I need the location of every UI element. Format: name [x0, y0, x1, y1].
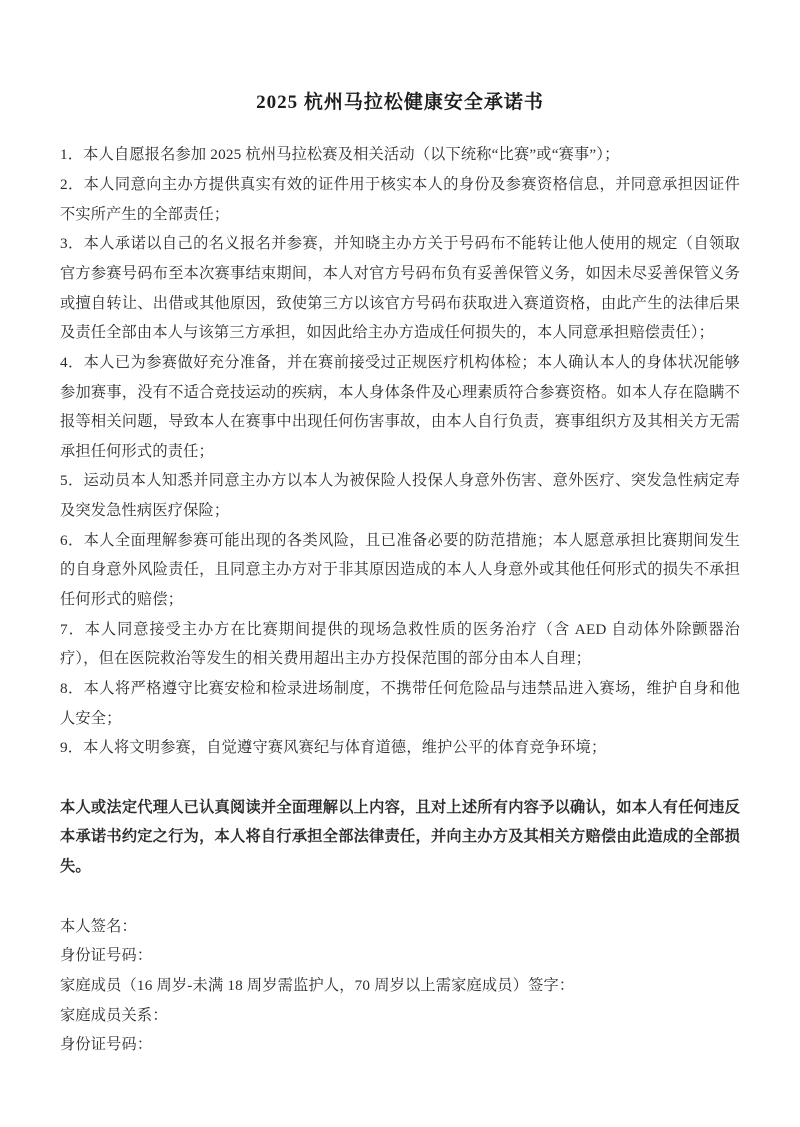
clause-item: 7．本人同意接受主办方在比赛期间提供的现场急救性质的医务治疗（含 AED 自动体外除颤器治疗），但在医院救治等发生的相关费用超出主办方投保范围的部分由本人自理； [60, 620, 740, 668]
clause-item: 3．本人承诺以自己的名义报名并参赛，并知晓主办方关于号码布不能转让他人使用的规定（自领取官方参赛号码布至本次赛事结束期间，本人对官方号码布负有妥善保管义务，如因未尽妥善保管义务或擅自转让、出借或其他原因，致使第三方以该官方号码布获取进入赛道资格，由此产生的法律后果及责任全部由本人与该第三方承担，如因此给主办方造成任何损失的，本人同意承担赔偿责任）； [60, 235, 740, 342]
clause-item: 9．本人将文明参赛，自觉遵守赛风赛纪与体育道德，维护公平的体育竞争环境； [60, 739, 607, 757]
clause-item: 2．本人同意向主办方提供真实有效的证件用于核实本人的身份及参赛资格信息，并同意承担因证件不实所产生的全部责任； [60, 176, 740, 223]
signature-field-family-relation: 家庭成员关系： [60, 1006, 168, 1024]
confirmation-statement: 本人或法定代理人已认真阅读并全面理解以上内容，且对上述所有内容予以确认，如本人有任何违反本承诺书约定之行为，本人将自行承担全部法律责任，并向主办方及其相关方赔偿由此造成的全部损失。 [60, 798, 740, 876]
clause-item: 5．运动员本人知悉并同意主办方以本人为被保险人投保人身意外伤害、意外医疗、突发急性病定寿及突发急性病医疗保险； [60, 472, 740, 520]
signature-field-family-member: 家庭成员（16 周岁-未满 18 周岁需监护人，70 周岁以上需家庭成员）签字： [60, 977, 575, 995]
signature-field-family-id: 身份证号码： [60, 1036, 153, 1054]
clause-item: 4．本人已为参赛做好充分准备，并在赛前接受过正规医疗机构体检；本人确认本人的身体状况能够参加赛事，没有不适合竞技运动的疾病，本人身体条件及心理素质符合参赛资格。如本人存在隐瞒不报等相关问题，导致本人在赛事中出现任何伤害事故，由本人自行负责，赛事组织方及其相关方无需承担任何形式的责任； [60, 353, 740, 460]
clause-list [60, 140, 740, 762]
signature-field-self-name: 本人签名： [60, 917, 137, 935]
signature-block [60, 912, 740, 1060]
clause-item: 6．本人全面理解参赛可能出现的各类风险，且已准备必要的防范措施；本人愿意承担比赛期间发生的自身意外风险责任，且同意主办方对于非其原因造成的本人人身意外或其他任何形式的损失不承担任何形式的赔偿； [60, 531, 740, 608]
clause-item: 8．本人将严格遵守比赛安检和检录进场制度，不携带任何危险品与违禁品进入赛场，维护自身和他人安全； [60, 679, 740, 727]
signature-field-self-id: 身份证号码： [60, 947, 153, 965]
page-title: 2025 杭州马拉松健康安全承诺书 [256, 92, 544, 113]
clause-item: 1．本人自愿报名参加 2025 杭州马拉松赛及相关活动（以下统称“比赛”或“赛事”）； [60, 146, 620, 164]
